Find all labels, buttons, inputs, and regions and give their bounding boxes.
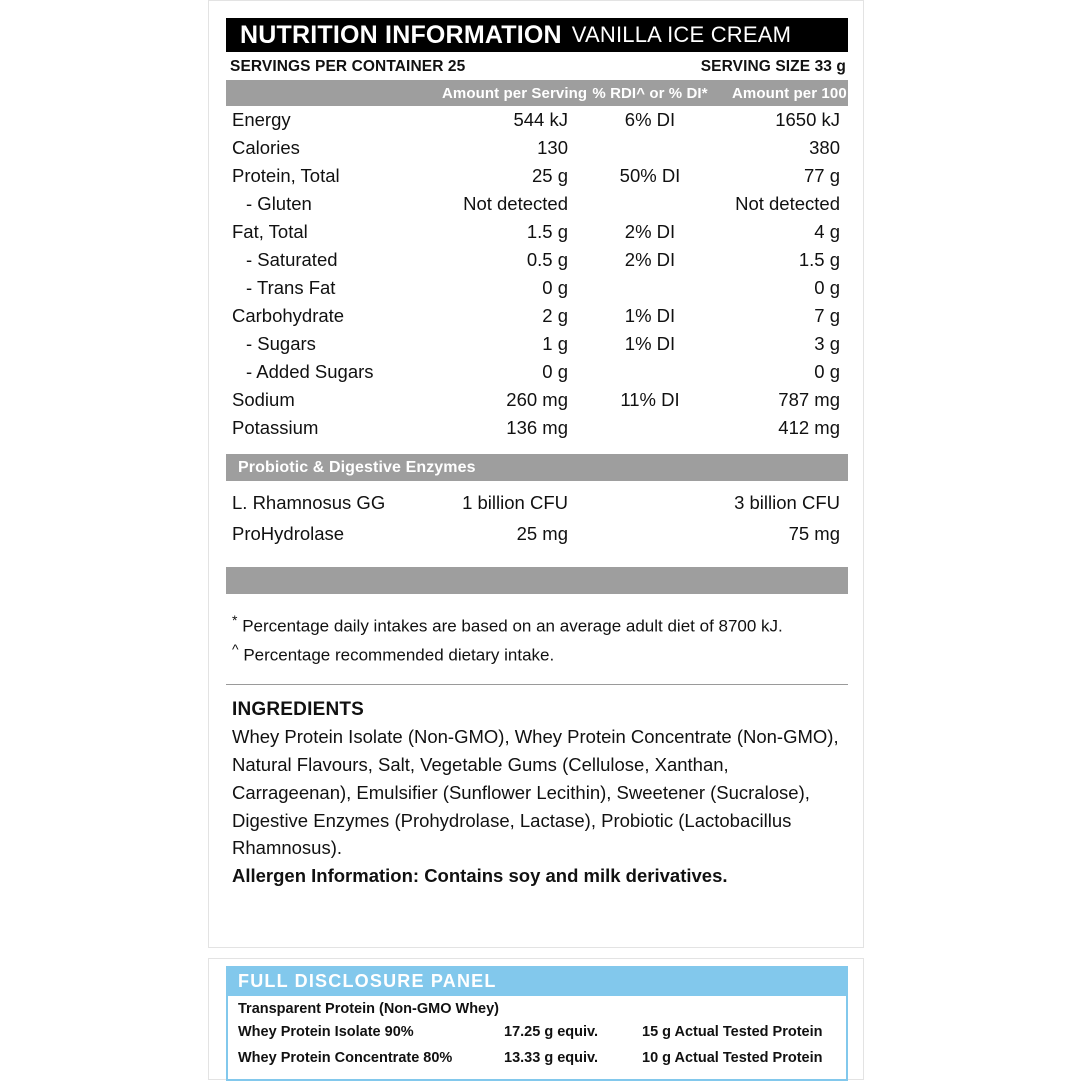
nutrition-table-body xyxy=(226,106,848,442)
servings-row xyxy=(226,52,848,80)
table-row xyxy=(238,1019,840,1045)
nutrition-card-inner xyxy=(226,18,861,887)
probiotic-section-band: Probiotic & Digestive Enzymes xyxy=(226,454,848,481)
row-per100: 7 g xyxy=(814,305,840,326)
ingredients-heading: INGREDIENTS xyxy=(232,699,365,721)
full-disclosure-box xyxy=(226,996,848,1081)
row-label: Sodium xyxy=(232,389,295,410)
row-label: L. Rhamnosus GG xyxy=(232,491,386,513)
full-disclosure-band: FULL DISCLOSURE PANEL xyxy=(226,966,848,996)
row-serving: 0 g xyxy=(542,361,568,382)
row-serving: 2 g xyxy=(542,305,568,326)
row-serving: 1.5 g xyxy=(526,221,568,242)
row-percent xyxy=(576,190,724,218)
row-per100: 3 billion CFU xyxy=(734,491,840,513)
row-serving: 0.5 g xyxy=(526,249,568,270)
nutrition-table-header xyxy=(226,80,861,106)
row-percent: 6% DI xyxy=(624,109,676,130)
row-per100: 1650 kJ xyxy=(775,109,840,130)
footnote-marker-caret: ^ xyxy=(232,641,239,658)
row-percent: 50% DI xyxy=(619,165,681,186)
flavour-name: VANILLA ICE CREAM xyxy=(571,22,792,47)
fdp-equiv: 17.25 g equiv. xyxy=(504,1024,599,1040)
full-disclosure-inner xyxy=(226,966,848,1081)
row-percent: 2% DI xyxy=(624,249,676,270)
footnotes xyxy=(226,610,848,668)
full-disclosure-table xyxy=(238,1019,840,1071)
row-per100: 0 g xyxy=(814,361,840,382)
row-label: - Gluten xyxy=(246,193,312,214)
section-divider xyxy=(226,684,848,685)
table-row xyxy=(238,1045,840,1071)
row-percent xyxy=(576,487,724,518)
row-label: ProHydrolase xyxy=(232,522,345,544)
full-disclosure-heading: Transparent Protein (Non-GMO Whey) xyxy=(238,1001,500,1017)
footnote-marker-asterisk: * xyxy=(232,612,238,628)
table-row xyxy=(226,190,848,218)
row-label: Potassium xyxy=(232,417,319,438)
row-per100: Not detected xyxy=(735,193,840,214)
row-per100: 380 xyxy=(809,137,840,158)
row-per100: 77 g xyxy=(803,165,840,186)
row-label: Fat, Total xyxy=(232,221,308,242)
table-row xyxy=(226,518,848,549)
empty-section-band xyxy=(226,567,848,594)
row-percent: 1% DI xyxy=(624,333,676,354)
table-row xyxy=(226,106,848,134)
table-header-row xyxy=(226,80,848,106)
column-header-amount-per-serving: Amount per Serving xyxy=(434,80,576,106)
nutrition-title-bar xyxy=(226,18,848,52)
fdp-name: Whey Protein Isolate 90% xyxy=(238,1024,414,1040)
footnote-daily-intake xyxy=(232,610,848,639)
row-percent xyxy=(576,518,724,549)
row-serving: 136 mg xyxy=(506,417,568,438)
column-header-percent: % RDI^ or % DI* xyxy=(576,80,724,106)
row-label: - Sugars xyxy=(246,333,316,354)
row-percent: 2% DI xyxy=(624,221,676,242)
row-percent: 11% DI xyxy=(620,389,680,410)
row-per100: 75 mg xyxy=(788,522,840,544)
footnote-text: Percentage daily intakes are based on an average adult diet of 8700 kJ. xyxy=(242,616,783,636)
table-row xyxy=(226,330,848,358)
table-row xyxy=(226,302,848,330)
row-label: - Trans Fat xyxy=(246,277,336,298)
row-per100: 3 g xyxy=(814,333,840,354)
page-title: NUTRITION INFORMATION xyxy=(240,20,562,49)
row-label: Carbohydrate xyxy=(232,305,345,326)
row-per100: 0 g xyxy=(814,277,840,298)
row-percent xyxy=(576,274,724,302)
nutrition-table xyxy=(226,80,861,442)
table-row xyxy=(226,162,848,190)
table-row xyxy=(226,358,848,386)
column-header-amount-per-100g: Amount per 100 g xyxy=(724,80,848,106)
probiotic-table-body xyxy=(226,487,848,549)
row-label: Protein, Total xyxy=(232,165,340,186)
row-serving: 544 kJ xyxy=(513,109,568,130)
row-percent xyxy=(576,134,724,162)
row-per100: 787 mg xyxy=(778,389,840,410)
fdp-actual: 10 g Actual Tested Protein xyxy=(642,1050,823,1066)
row-label: Energy xyxy=(232,109,291,130)
row-per100: 4 g xyxy=(814,221,840,242)
ingredients-text: Whey Protein Isolate (Non-GMO), Whey Protein Concentrate (Non-GMO), Natural Flavours, Salt, Vegetable Gums (Cellulose, Xanthan, Carrageenan), Emulsifier (Sunflower Lecithin), Sweetener (Sucralose), Digestive Enzymes (Prohydrolase, Lactase), Probiotic (Lactobacillus Rhamnosus). xyxy=(232,726,839,859)
row-label: Calories xyxy=(232,137,300,158)
row-serving: 25 mg xyxy=(516,522,568,544)
column-header-blank xyxy=(226,80,434,106)
row-percent xyxy=(576,358,724,386)
full-disclosure-table-body xyxy=(238,1019,840,1071)
table-row xyxy=(226,274,848,302)
allergen-information: Allergen Information: Contains soy and milk derivatives. xyxy=(232,865,728,887)
row-percent xyxy=(576,414,724,442)
fdp-equiv: 13.33 g equiv. xyxy=(504,1050,599,1066)
row-serving: 0 g xyxy=(542,277,568,298)
row-per100: 1.5 g xyxy=(798,249,840,270)
full-disclosure-card xyxy=(208,958,864,1080)
servings-per-container: SERVINGS PER CONTAINER 25 xyxy=(230,58,466,75)
row-serving: 1 g xyxy=(542,333,568,354)
serving-size: SERVING SIZE 33 g xyxy=(700,58,846,75)
row-serving: 260 mg xyxy=(506,389,568,410)
row-per100: 412 mg xyxy=(778,417,840,438)
fdp-name: Whey Protein Concentrate 80% xyxy=(238,1050,453,1066)
fdp-actual: 15 g Actual Tested Protein xyxy=(642,1024,823,1040)
table-row xyxy=(226,246,848,274)
row-percent: 1% DI xyxy=(624,305,676,326)
row-serving: 25 g xyxy=(531,165,568,186)
row-serving: 130 xyxy=(537,137,568,158)
row-label: - Added Sugars xyxy=(246,361,374,382)
table-row xyxy=(226,487,848,518)
table-row xyxy=(226,134,848,162)
footnote-text: Percentage recommended dietary intake. xyxy=(243,645,555,665)
probiotic-table xyxy=(226,487,848,549)
table-row xyxy=(226,414,848,442)
table-row xyxy=(226,218,848,246)
row-serving: Not detected xyxy=(463,193,568,214)
nutrition-information-card xyxy=(208,0,864,948)
row-label: - Saturated xyxy=(246,249,338,270)
footnote-rdi xyxy=(232,639,848,668)
table-row xyxy=(226,386,848,414)
row-serving: 1 billion CFU xyxy=(462,491,568,513)
